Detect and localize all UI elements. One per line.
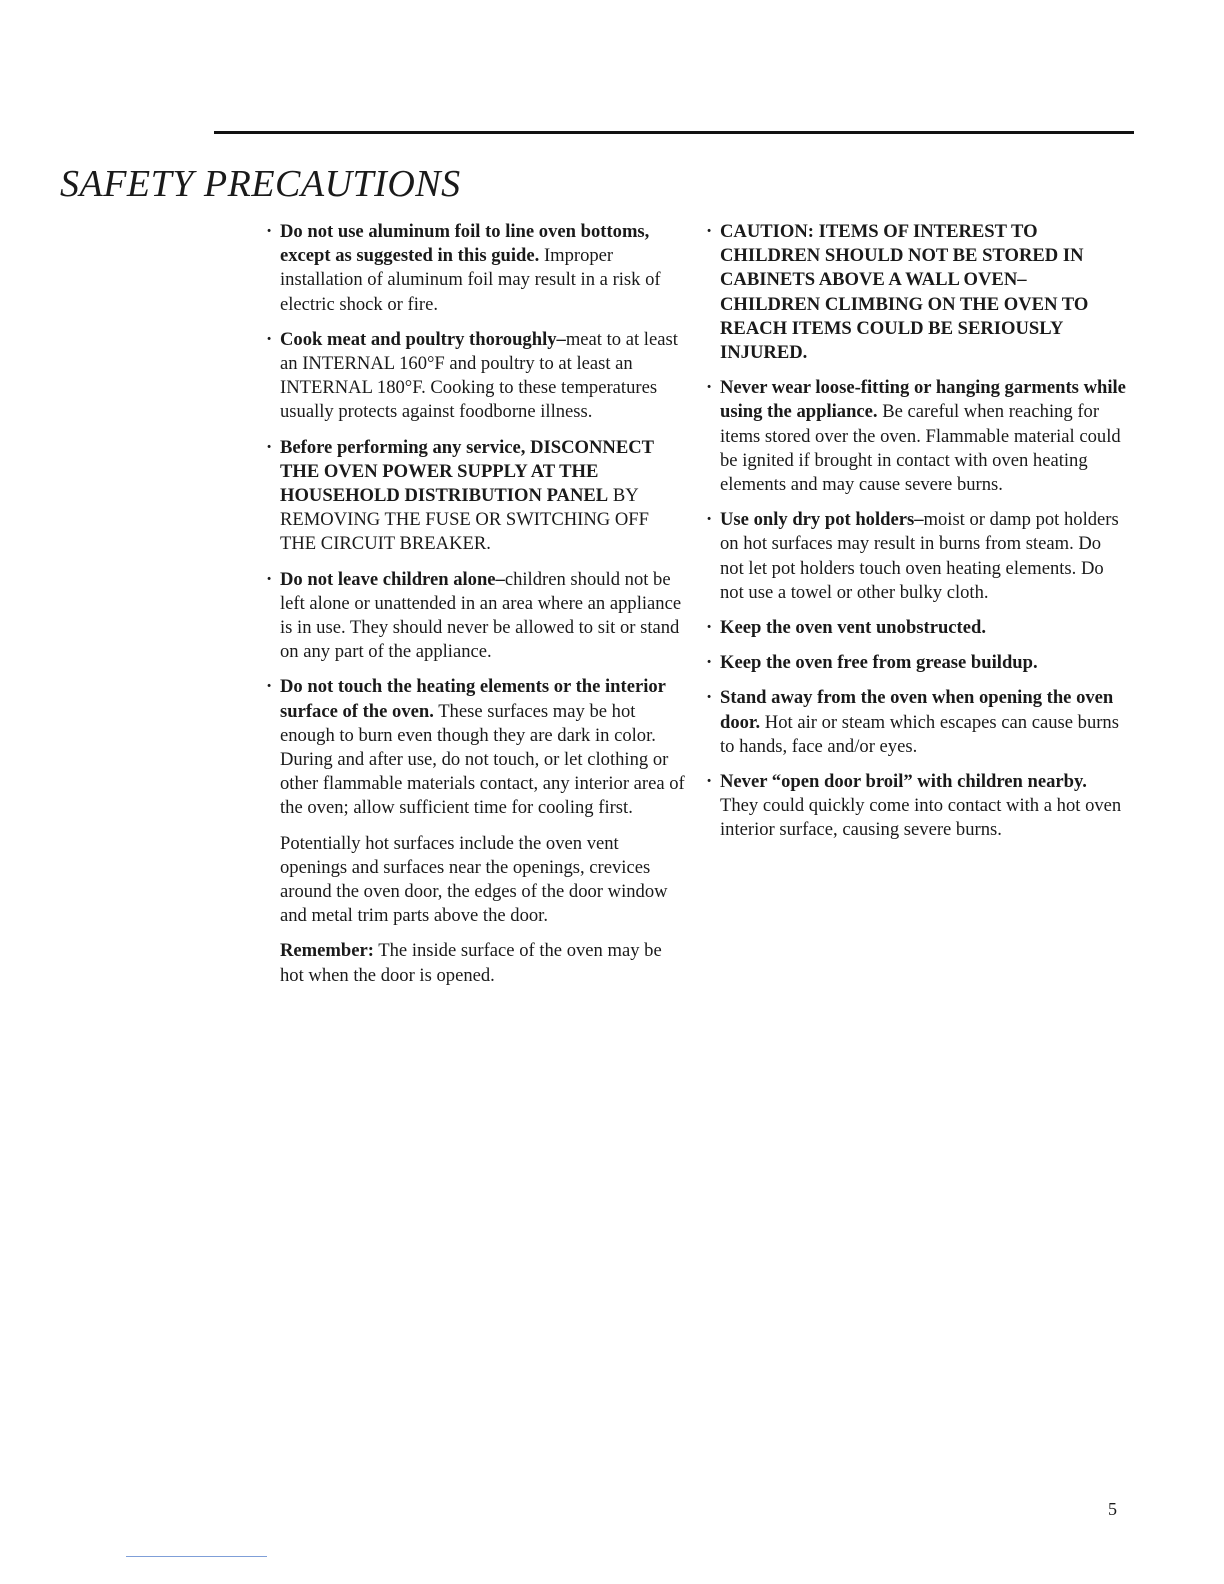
- bullet-icon: ·: [266, 221, 273, 242]
- item-lead: CAUTION: ITEMS OF INTEREST TO CHILDREN SHOULD NOT BE STORED IN CABINETS ABOVE A WALL OVEN– CHILDREN CLIMBING ON THE OVEN TO REACH ITEMS COULD BE SERIOUSLY INJURED.: [720, 221, 1089, 364]
- bullet-icon: ·: [706, 687, 713, 709]
- bullet-icon: ·: [266, 676, 273, 698]
- item-lead: Keep the oven vent unobstructed.: [720, 617, 986, 639]
- remember-text: The inside surface of the oven may be hot when the door is opened.: [280, 940, 662, 986]
- item-body: Improper installation of aluminum foil may result in a risk of electric shock or fire.: [280, 245, 661, 315]
- item-lead: Do not touch the heating elements or the interior surface of the oven.: [280, 676, 666, 722]
- item-lead: Cook meat and poultry thoroughly–: [280, 328, 566, 350]
- item-lead: Before performing any service, DISCONNECT THE OVEN POWER SUPPLY AT THE HOUSEHOLD DISTRIBUTION PANEL: [280, 436, 654, 507]
- list-item: [706, 770, 1126, 843]
- bullet-icon: ·: [266, 436, 273, 458]
- list-item: [266, 436, 686, 557]
- list-item: [266, 220, 686, 317]
- top-rule: [214, 131, 1134, 134]
- remember-label: Remember:: [280, 940, 374, 962]
- hot-surfaces-paragraph: Potentially hot surfaces include the oven vent openings and surfaces near the openings, crevices around the oven door, the edges of the door window and metal trim parts above the door.: [280, 832, 668, 927]
- item-body: meat to at least an INTERNAL 160°F and poultry to at least an INTERNAL 180°F. Cooking to these temperatures usually protects against foodborne illness.: [280, 328, 678, 423]
- bullet-icon: ·: [706, 509, 713, 531]
- item-body: These surfaces may be hot enough to burn even though they are dark in color. During and after use, do not touch, or let clothing or other flammable materials contact, any interior area of the oven; allow sufficient time for cooling first.: [280, 700, 685, 819]
- bullet-icon: ·: [706, 652, 713, 674]
- item-lead: Never “open door broil” with children nearby.: [720, 771, 1087, 793]
- bullet-icon: ·: [706, 617, 713, 639]
- list-item: [706, 220, 1126, 365]
- page-number: 5: [1108, 1499, 1117, 1519]
- bullet-icon: ·: [266, 328, 273, 350]
- bullet-icon: ·: [706, 771, 713, 793]
- item-body: Be careful when reaching for items stored over the oven. Flammable material could be ignited if brought in contact with oven heating elements and may cause severe burns.: [720, 401, 1121, 496]
- list-item: [706, 616, 1126, 640]
- left-column: [266, 220, 686, 999]
- item-lead: Never wear loose-fitting or hanging garments while using the appliance.: [720, 377, 1126, 423]
- footer-line: [126, 1556, 267, 1557]
- list-item: [706, 508, 1126, 605]
- bullet-icon: ·: [706, 377, 713, 399]
- item-lead: Do not leave children alone–: [280, 568, 505, 590]
- bullet-icon: ·: [706, 221, 713, 242]
- list-item: [706, 376, 1126, 497]
- list-item: [706, 651, 1126, 675]
- item-body: children should not be left alone or unattended in an area where an appliance is in use. They should never be allowed to sit or stand on any part of the appliance.: [280, 568, 682, 663]
- list-item: [706, 686, 1126, 759]
- item-lead: Do not use aluminum foil to line oven bottoms, except as suggested in this guide.: [280, 221, 650, 267]
- list-item: [266, 675, 686, 820]
- item-body: moist or damp pot holders on hot surfaces may result in burns from steam. Do not let pot holders touch oven heating elements. Do not use a towel or other bulky cloth.: [720, 509, 1119, 603]
- right-column: [706, 220, 1126, 854]
- remember-paragraph: [266, 939, 686, 987]
- list-item: [266, 568, 686, 665]
- list-item: [266, 328, 686, 425]
- bullet-icon: ·: [266, 568, 273, 590]
- item-body: BY REMOVING THE FUSE OR SWITCHING OFF THE CIRCUIT BREAKER.: [280, 485, 649, 555]
- item-lead: Use only dry pot holders–: [720, 509, 924, 531]
- item-body: They could quickly come into contact with a hot oven interior surface, causing severe burns.: [720, 795, 1122, 841]
- item-body: Hot air or steam which escapes can cause burns to hands, face and/or eyes.: [720, 711, 1119, 757]
- item-lead: Keep the oven free from grease buildup.: [720, 652, 1038, 674]
- page-title: SAFETY PRECAUTIONS: [60, 163, 461, 205]
- item-lead: Stand away from the oven when opening the oven door.: [720, 687, 1114, 733]
